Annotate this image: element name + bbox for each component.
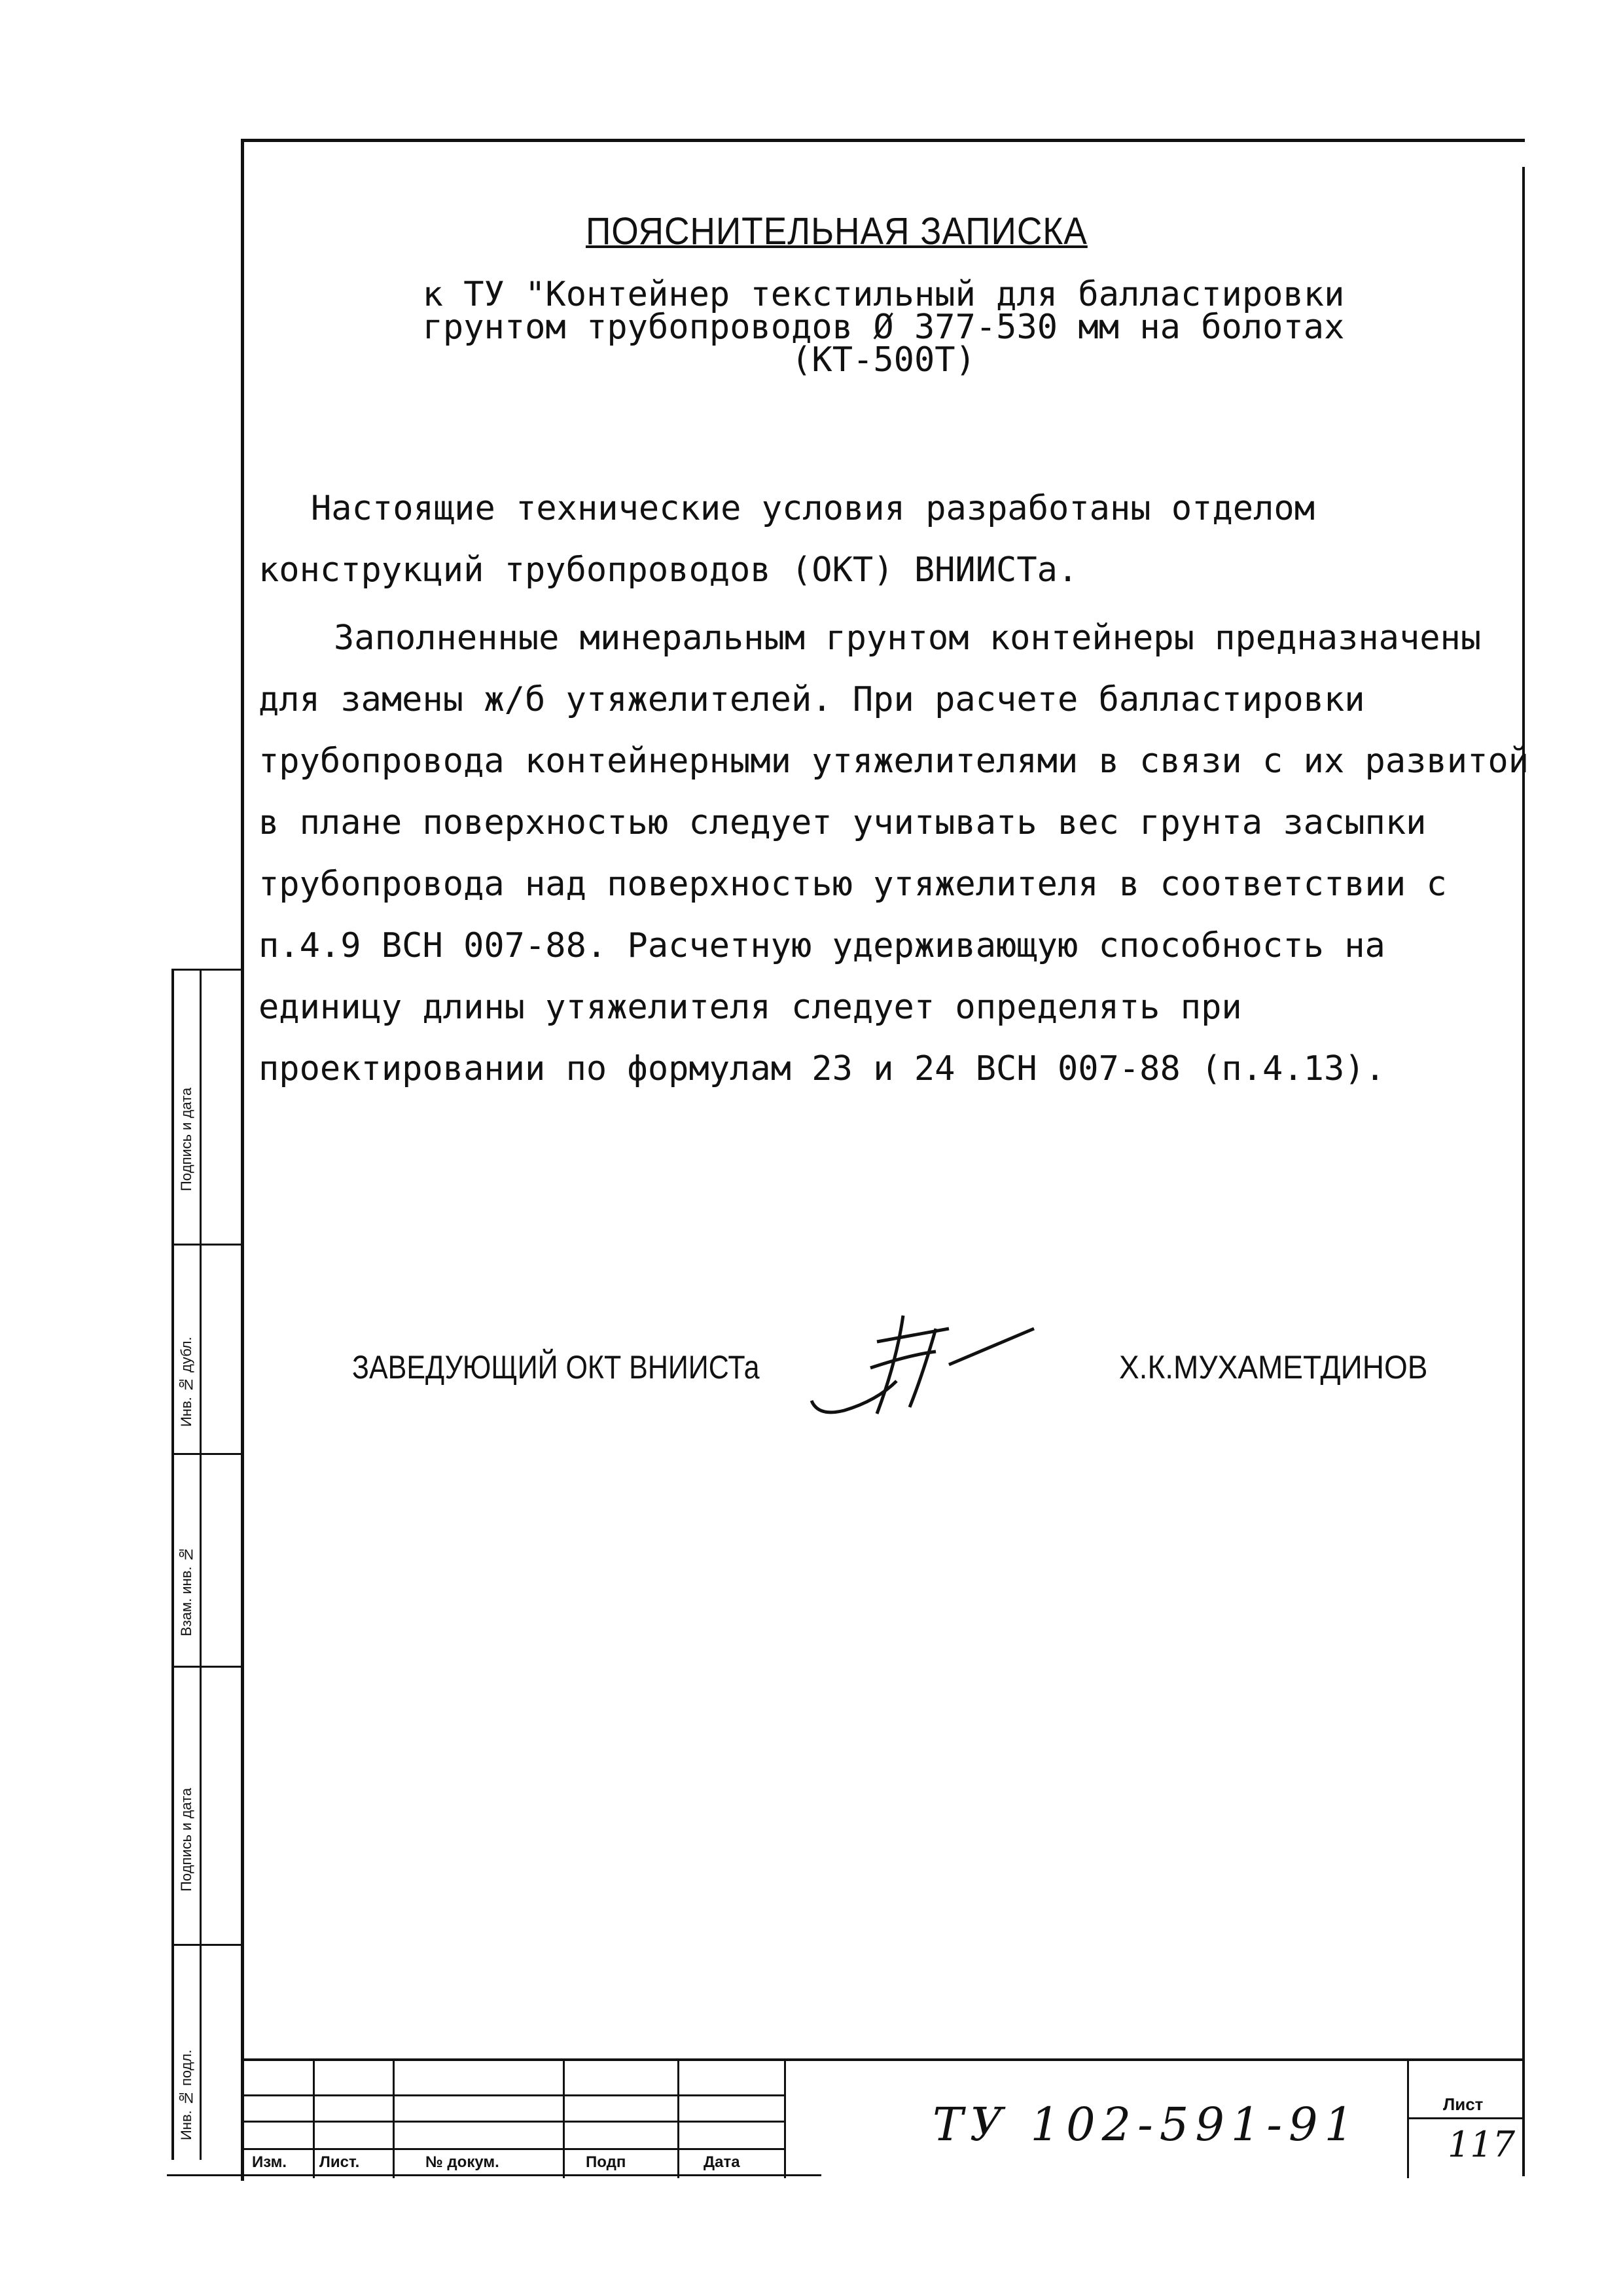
titleblock-row-2 bbox=[242, 2121, 785, 2123]
paragraph-1: Настоящие технические условия разработаны отделом конструкций трубопроводов (ОКТ) ВНИИСТа. bbox=[259, 489, 1315, 590]
stamp-label-dup-inv: Инв. № дубл. bbox=[178, 1336, 194, 1427]
titleblock-col-5 bbox=[784, 2060, 786, 2178]
subtitle-line-2: грунтом трубопроводов Ø 377-530 мм на болотах bbox=[422, 308, 1345, 347]
frame-right bbox=[1522, 167, 1525, 2176]
titleblock-col-2 bbox=[393, 2060, 395, 2178]
titleblock-col-3 bbox=[563, 2060, 565, 2178]
stamp-div-3 bbox=[171, 1666, 242, 1668]
col-label-date: Дата bbox=[704, 2153, 740, 2171]
stamp-top bbox=[171, 969, 242, 971]
sheet-label: Лист bbox=[1443, 2094, 1484, 2114]
paragraph-2: Заполненные минеральным грунтом контейнеры предназначены для замены ж/б утяжелителей. При расчете балластировки трубопровода контейнерными утяжелителями в связи с их развитой в плане поверхностью следует учитывать вес грунта засыпки трубопровода над поверхностью утяжелителя в соответствии с п.4.9 ВСН 007-88. Расчетную удерживающую способность на единицу длины утяжелителя следует определять при проектировании по формулам 23 и 24 ВСН 007-88 (п.4.13). bbox=[259, 619, 1529, 1088]
titleblock-col-4 bbox=[677, 2060, 679, 2178]
stamp-div-1 bbox=[171, 1244, 242, 1246]
subtitle bbox=[393, 275, 1374, 380]
signature-position: ЗАВЕДУЮЩИЙ ОКТ ВНИИСТа bbox=[352, 1349, 760, 1386]
frame-left bbox=[241, 139, 244, 2181]
signature-name: Х.К.МУХАМЕТДИНОВ bbox=[1119, 1349, 1428, 1386]
titleblock-sheet-col bbox=[1407, 2060, 1409, 2178]
col-label-signature: Подп bbox=[586, 2153, 626, 2171]
frame-top bbox=[241, 139, 1525, 142]
stamp-label-replace-inv: Взам. инв. № bbox=[178, 1546, 194, 1636]
stamp-outer-left bbox=[171, 969, 174, 2160]
titleblock-col-1 bbox=[313, 2060, 315, 2178]
document-number: ТУ 102-591-91 bbox=[933, 2098, 1361, 2151]
titleblock-row-1 bbox=[242, 2094, 785, 2096]
stamp-label-signature-date-1: Подпись и дата bbox=[178, 1087, 194, 1191]
stamp-div-4 bbox=[171, 1944, 242, 1946]
stamp-div-2 bbox=[171, 1453, 242, 1455]
col-label-sheet: Лист. bbox=[319, 2153, 360, 2171]
subtitle-line-1: к ТУ "Контейнер текстильный для балластировки bbox=[422, 275, 1345, 314]
titleblock-row-3 bbox=[242, 2148, 785, 2150]
titleblock-top bbox=[242, 2058, 1525, 2061]
titleblock-bottom bbox=[167, 2174, 821, 2176]
stamp-label-signature-date-2: Подпись и дата bbox=[178, 1787, 194, 1892]
titleblock-sheet-row bbox=[1407, 2117, 1525, 2119]
handwritten-signature bbox=[798, 1302, 1060, 1433]
sheet-number: 117 bbox=[1448, 2124, 1516, 2165]
stamp-label-orig-inv: Инв. № подл. bbox=[178, 2049, 194, 2140]
stamp-inner-left bbox=[200, 969, 202, 2160]
col-label-change: Изм. bbox=[252, 2153, 287, 2171]
subtitle-line-3: (КТ-500Т) bbox=[791, 340, 976, 380]
col-label-docnum: № докум. bbox=[425, 2153, 499, 2171]
page-title: ПОЯСНИТЕЛЬНАЯ ЗАПИСКА bbox=[586, 210, 1088, 253]
